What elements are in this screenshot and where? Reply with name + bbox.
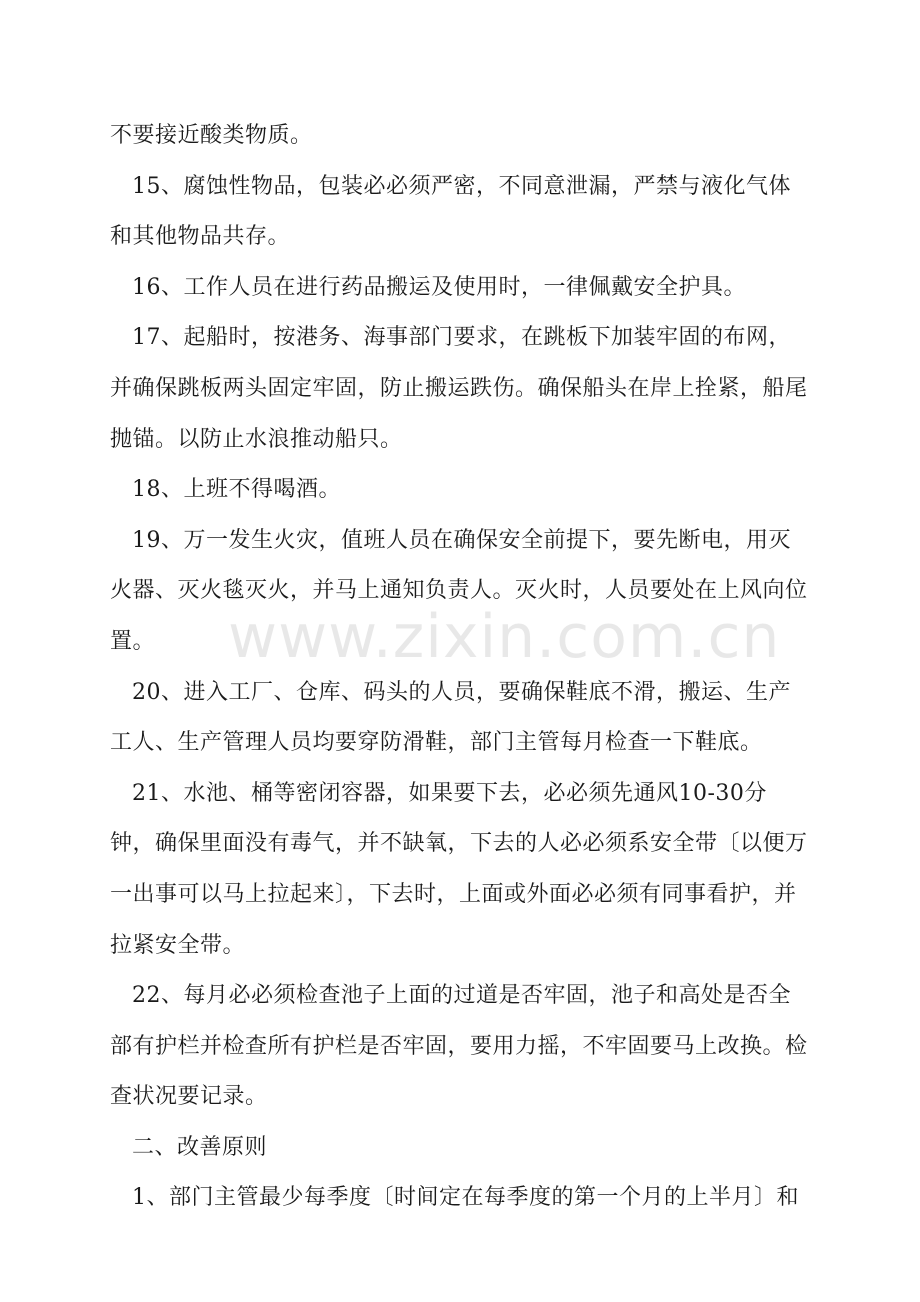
paragraph-item-1: 1、部门主管最少每季度〔时间定在每季度的第一个月的上半月〕和	[132, 1185, 799, 1211]
paragraph-item-17: 17、起船时，按港务、海事部门要求，在跳板下加装牢固的布网，并确保跳板两头固定牢固，防止搬运跌伤。确保船头在岸上拴紧，船尾抛锚。以防止水浪推动船只。	[110, 325, 808, 452]
paragraph-item-15: 15、腐蚀性物品，包装必必须严密，不同意泄漏，严禁与液化气体和其他物品共存。	[110, 173, 791, 250]
paragraph-item-16: 16、工作人员在进行药品搬运及使用时，一律佩戴安全护具。	[132, 274, 746, 300]
paragraph-item-19: 19、万一发生火灾，值班人员在确保安全前提下，要先断电，用灭火器、灭火毯灭火，并马上通知负责人。灭火时，人员要处在上风向位置。	[110, 527, 808, 654]
paragraph-continuation: 不要接近酸类物质。	[110, 123, 313, 148]
paragraph-item-22: 22、每月必必须检查池子上面的过道是否牢固，池子和高处是否全部有护栏并检查所有护栏是否牢固，要用力摇，不牢固要马上改换。检查状况要记录。	[110, 983, 808, 1110]
document-body	[110, 111, 810, 1224]
section-heading: 二、改善原则	[132, 1134, 268, 1160]
paragraph-item-18: 18、上班不得喝酒。	[132, 477, 341, 503]
paragraph-item-21: 21、水池、桶等密闭容器，如果要下去，必必须先通风10-30分钟，确保里面没有毒气，并不缺氧，下去的人必必须系安全带〔以便万一出事可以马上拉起来〕，下去时，上面或外面必必须有同事看护，并拉紧安全带。	[110, 780, 808, 958]
watermark: www.zixin.com.cn	[228, 602, 781, 672]
paragraph-item-20: 20、进入工厂、仓库、码头的人员，要确保鞋底不滑，搬运、生产工人、生产管理人员均要穿防滑鞋，部门主管每月检查一下鞋底。	[110, 679, 791, 756]
